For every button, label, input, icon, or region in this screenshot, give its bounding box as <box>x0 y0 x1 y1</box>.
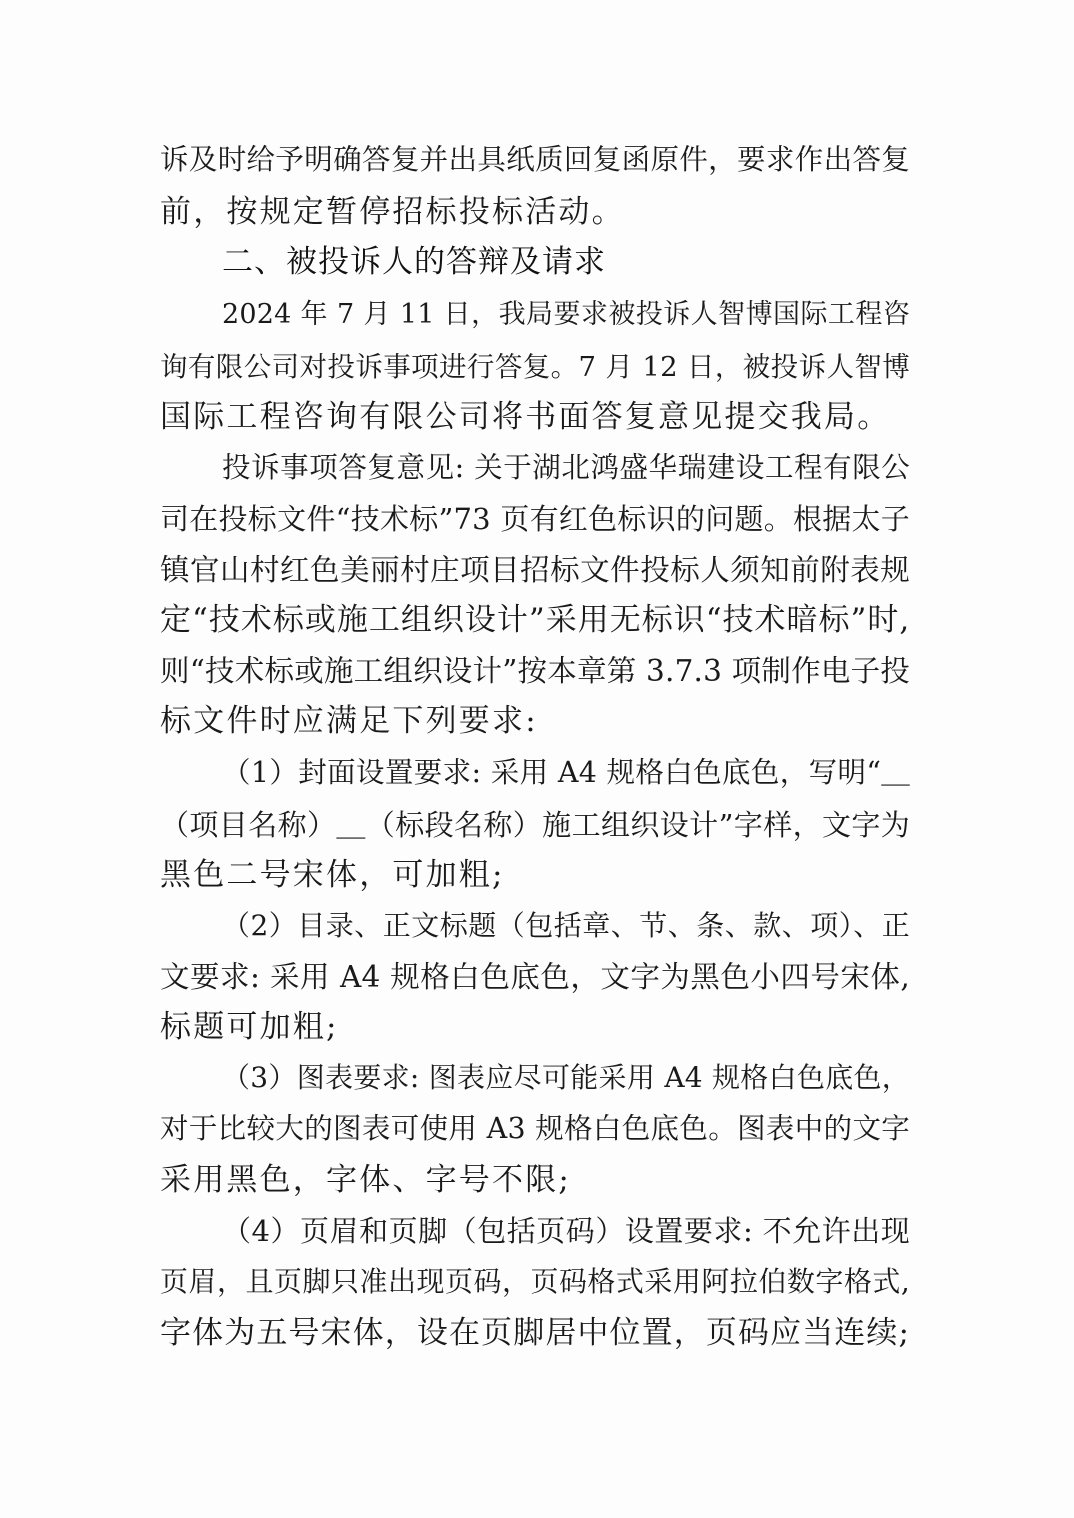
paragraph-line-8: 则“技术标或施工组织设计”按本章第 3.7.3 项制作电子投 <box>160 654 910 688</box>
section-heading: 二、被投诉人的答辩及请求 <box>222 244 606 280</box>
paragraph-line-5: 司在投标文件“技术标”73 页有红色标识的问题。根据太子 <box>160 502 910 536</box>
item-2-line-3: 标题可加粗; <box>160 1009 339 1045</box>
paragraph-line-1: 2024 年 7 月 11 日，我局要求被投诉人智博国际工程咨 <box>222 299 910 330</box>
paragraph-line-2: 询有限公司对投诉事项进行答复。7 月 12 日，被投诉人智博 <box>160 351 910 383</box>
paragraph-line-9: 标文件时应满足下列要求: <box>160 703 538 739</box>
item-1-line-3: 黑色二号宋体，可加粗; <box>160 857 505 893</box>
item-4-line-1: （4）页眉和页脚（包括页码）设置要求: 不允许出现 <box>222 1214 910 1248</box>
item-1-line-2: （项目名称）＿（标段名称）施工组织设计”字样，文字为 <box>160 808 910 842</box>
item-4-line-3: 字体为五号宋体，设在页脚居中位置，页码应当连续; <box>160 1315 910 1351</box>
item-3-line-2: 对于比较大的图表可使用 A3 规格白色底色。图表中的文字 <box>160 1112 910 1145</box>
paragraph-line-4: 投诉事项答复意见: 关于湖北鸿盛华瑞建设工程有限公 <box>222 451 910 484</box>
item-1-line-1: （1）封面设置要求: 采用 A4 规格白色底色，写明“＿ <box>222 756 910 789</box>
paragraph-line-7: 定“技术标或施工组织设计”采用无标识“技术暗标”时, <box>160 602 911 638</box>
body-line-2: 前，按规定暂停招标投标活动。 <box>160 194 625 230</box>
body-line-1: 诉及时给予明确答复并出具纸质回复函原件，要求作出答复 <box>160 143 910 176</box>
item-3-line-1: （3）图表要求: 图表应尽可能采用 A4 规格白色底色， <box>222 1061 910 1094</box>
item-4-line-2: 页眉，且页脚只准出现页码，页码格式采用阿拉伯数字格式, <box>160 1265 910 1298</box>
item-2-line-1: （2）目录、正文标题（包括章、节、条、款、项）、正 <box>222 909 910 942</box>
paragraph-line-6: 镇官山村红色美丽村庄项目招标文件投标人须知前附表规 <box>160 553 910 587</box>
paragraph-line-3: 国际工程咨询有限公司将书面答复意见提交我局。 <box>160 399 891 435</box>
item-2-line-2: 文要求: 采用 A4 规格白色底色，文字为黑色小四号宋体, <box>160 960 910 994</box>
item-3-line-3: 采用黑色，字体、字号不限; <box>160 1162 572 1198</box>
